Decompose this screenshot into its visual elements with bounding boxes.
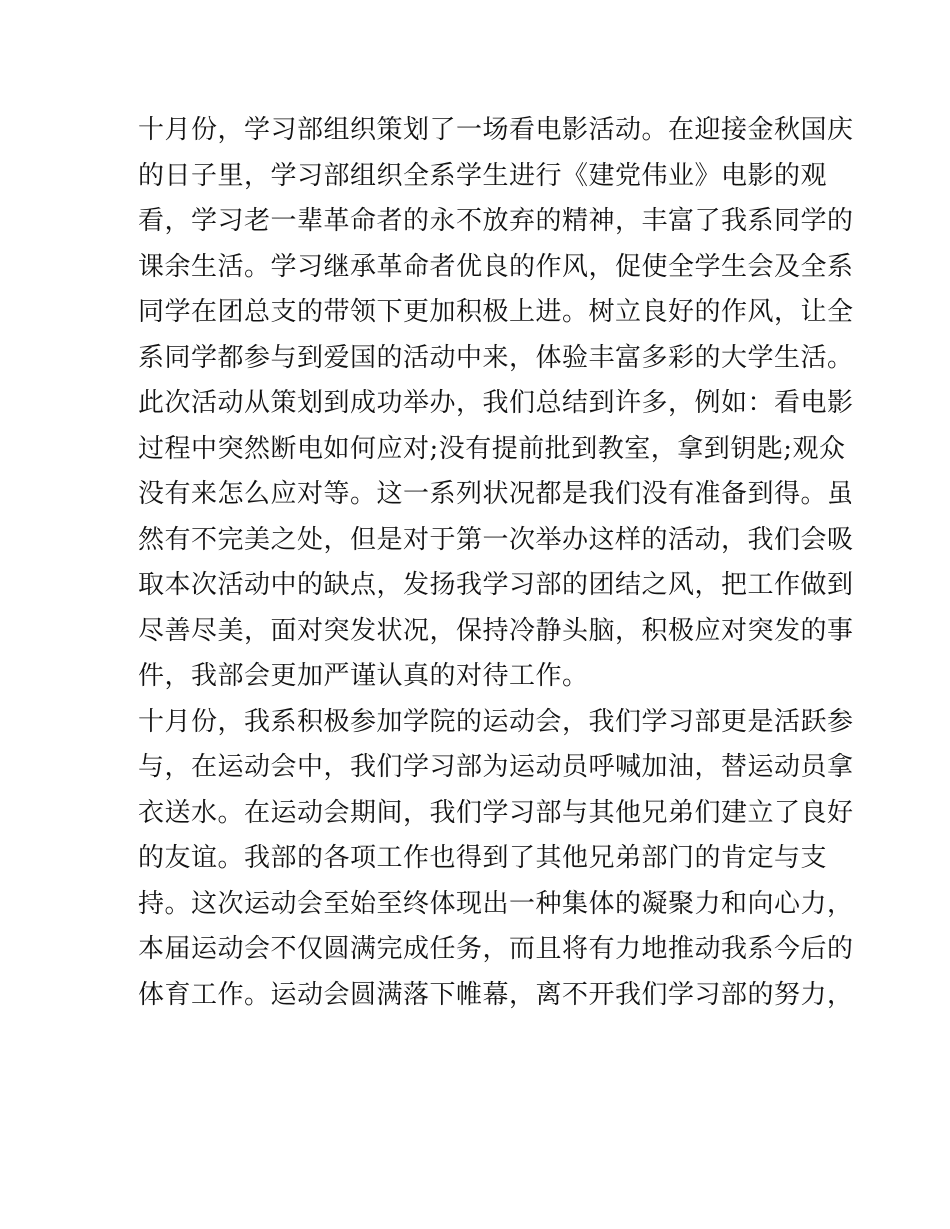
text-line: 与，在运动会中，我们学习部为运动员呼喊加油，替运动员拿 [138,752,854,782]
text-line: 课余生活。学习继承革命者优良的作风，促使全学生会及全系 [138,251,854,282]
text-line: 同学在团总支的带领下更加积极上进。树立良好的作风，让全 [138,297,854,327]
text-line: 持。这次运动会至始至终体现出一种集体的凝聚力和向心力， [138,888,854,919]
text-line: 本届运动会不仅圆满完成任务，而且将有力地推动我系今后的 [138,934,854,964]
text-line: 看，学习老一辈革命者的永不放弃的精神，丰富了我系同学的 [138,206,854,236]
text-line: 的友谊。我部的各项工作也得到了其他兄弟部门的肯定与支 [138,843,828,873]
text-line: 件，我部会更加严谨认真的对待工作。 [138,661,589,691]
body-text [138,108,854,1018]
text-line: 十月份，学习部组织策划了一场看电影活动。在迎接金秋国庆 [138,115,854,145]
text-line: 过程中突然断电如何应对;没有提前批到教室，拿到钥匙;观众 [138,433,846,464]
text-line: 的日子里，学习部组织全系学生进行《建党伟业》电影的观 [138,160,828,191]
text-line: 体育工作。运动会圆满落下帷幕，离不开我们学习部的努力， [138,979,854,1010]
text-line: 没有来怎么应对等。这一系列状况都是我们没有准备到得。虽 [138,479,854,509]
text-line: 然有不完美之处，但是对于第一次举办这样的活动，我们会吸 [138,524,854,555]
text-line: 系同学都参与到爱国的活动中来，体验丰富多彩的大学生活。 [138,342,854,373]
text-line: 此次活动从策划到成功举办，我们总结到许多，例如：看电影 [138,388,854,418]
text-line: 衣送水。在运动会期间，我们学习部与其他兄弟们建立了良好 [138,797,854,828]
text-line: 尽善尽美，面对突发状况，保持冷静头脑，积极应对突发的事 [138,615,854,646]
text-line: 十月份，我系积极参加学院的运动会，我们学习部更是活跃参 [138,706,854,737]
text-line: 取本次活动中的缺点，发扬我学习部的团结之风，把工作做到 [138,570,854,600]
